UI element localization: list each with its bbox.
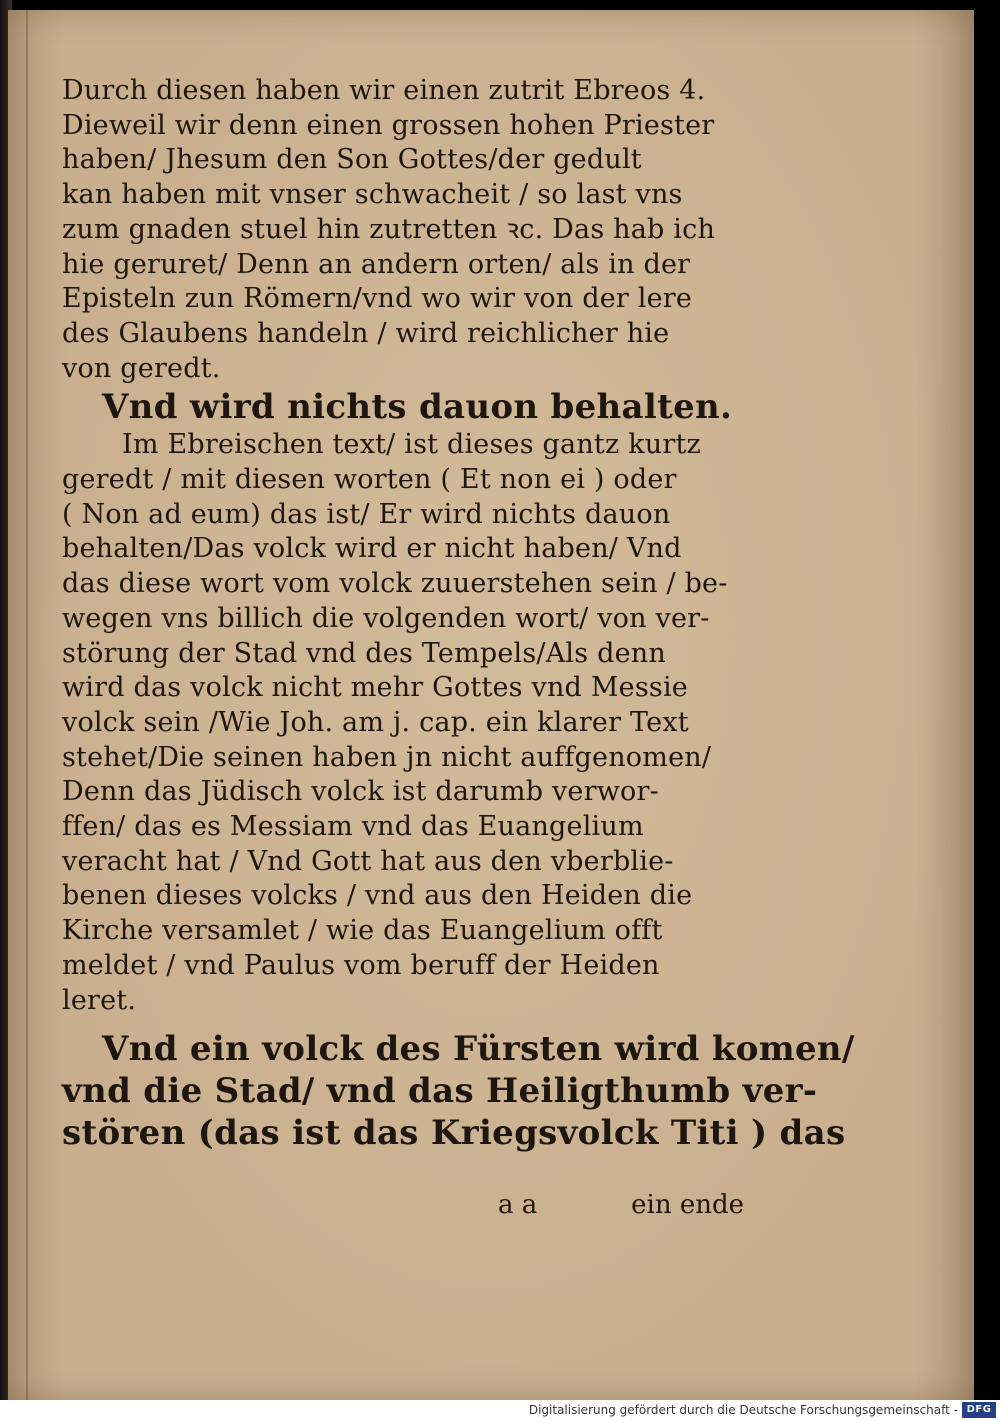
text-line: haben/ Jhesum den Son Gottes/der gedult bbox=[62, 144, 642, 176]
spacer bbox=[62, 1018, 762, 1028]
text-line: Episteln zun Römern/vnd wo wir von der lere bbox=[62, 283, 693, 315]
text-line: von geredt. bbox=[62, 352, 221, 384]
section-heading-line: stören (das ist das Kriegsvolck Titi ) das bbox=[62, 1113, 846, 1154]
text-line: hie geruret/ Denn an andern orten/ als in der bbox=[62, 248, 691, 280]
page-text bbox=[62, 74, 855, 1154]
text-line: wird das volck nicht mehr Gottes vnd Messie bbox=[62, 672, 688, 704]
dfg-logo: DFG bbox=[962, 1402, 996, 1418]
text-line: stehet/Die seinen haben jn nicht auffgenomen/ bbox=[62, 741, 712, 773]
text-line: Durch diesen haben wir einen zutrit Ebreos 4. bbox=[62, 75, 706, 106]
digitization-footer bbox=[0, 1400, 1000, 1421]
text-line: Im Ebreischen text/ ist dieses gantz kurtz bbox=[122, 429, 701, 461]
section-heading: Vnd wird nichts dauon behalten. bbox=[102, 387, 733, 428]
page-foot bbox=[62, 1190, 762, 1224]
text-line: zum gnaden stuel hin zutretten ꝛc. Das hab ich bbox=[62, 213, 716, 245]
signature-mark: a a bbox=[498, 1190, 538, 1220]
text-line: ( Non ad eum) das ist/ Er wird nichts dauon bbox=[62, 498, 671, 530]
text-line: behalten/Das volck wird er nicht haben/ Vnd bbox=[62, 533, 682, 565]
text-line: benen dieses volcks / vnd aus den Heiden die bbox=[62, 880, 693, 912]
section-heading-line: Vnd ein volck des Fürsten wird komen/ bbox=[102, 1029, 855, 1070]
text-line: Dieweil wir denn einen grossen hohen Priester bbox=[62, 109, 715, 141]
text-line: kan haben mit vnser schwacheit / so last vns bbox=[62, 179, 683, 211]
text-line: Denn das Jüdisch volck ist darumb verwor- bbox=[62, 776, 659, 808]
text-line: Kirche versamlet / wie das Euangelium offt bbox=[62, 915, 663, 947]
text-line: wegen vns billich die volgenden wort/ von ver- bbox=[62, 602, 710, 634]
section-heading-line: vnd die Stad/ vnd das Heiligthumb ver- bbox=[62, 1071, 818, 1112]
text-line: des Glaubens handeln / wird reichlicher hie bbox=[62, 317, 670, 349]
text-line: volck sein /Wie Joh. am j. cap. ein klarer Text bbox=[62, 706, 689, 738]
page-fold-line bbox=[26, 10, 28, 1400]
funding-credit: Digitalisierung gefördert durch die Deutsche Forschungsgemeinschaft - bbox=[528, 1403, 958, 1417]
text-line: leret. bbox=[62, 984, 137, 1016]
text-line: veracht hat / Vnd Gott hat aus den vberblie- bbox=[62, 845, 674, 877]
text-line: meldet / vnd Paulus vom beruff der Heiden bbox=[62, 949, 660, 981]
text-line: ffen/ das es Messiam vnd das Euangelium bbox=[62, 811, 644, 843]
catchword: ein ende bbox=[631, 1190, 744, 1220]
text-line: geredt / mit diesen worten ( Et non ei ) oder bbox=[62, 464, 677, 496]
text-line: das diese wort vom volck zuuerstehen sein / be- bbox=[62, 568, 728, 600]
text-line: störung der Stad vnd des Tempels/Als denn bbox=[62, 637, 666, 669]
